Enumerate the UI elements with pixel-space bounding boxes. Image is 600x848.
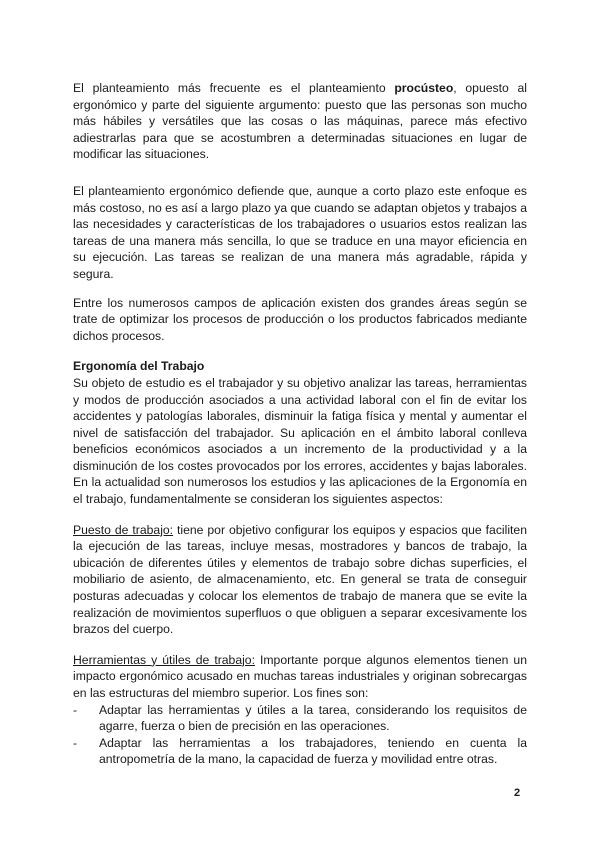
list-item-text: Adaptar las herramientas y útiles a la tarea, considerando los requisitos de agarre, fuerza o bien de precisión en las operaciones. bbox=[99, 702, 527, 734]
bullet-list bbox=[73, 702, 527, 768]
bullet-dash: - bbox=[73, 702, 78, 717]
section-herramientas bbox=[73, 652, 527, 768]
section-heading: Ergonomía del Trabajo bbox=[73, 359, 205, 374]
paragraph-herramientas bbox=[73, 652, 527, 702]
paragraph-puesto-trabajo bbox=[73, 522, 527, 638]
list-item bbox=[73, 735, 527, 768]
paragraph-text: tiene por objetivo configurar los equipos y espacios que faciliten la ejecución de las tareas, incluye mesas, mostradores y bancos de trabajo, la ubicación de diferentes útiles y elementos de trabajo sobre dichas superficies, el mobiliario de asiento, de almacenamiento, etc. En general se trata de conseguir posturas adecuadas y colocar los elementos de trabajo de manera que se evite la realización de movimientos superfluos o que obliguen a separar excesivamente los brazos del cuerpo. bbox=[73, 522, 527, 637]
paragraph-text: , opuesto al ergonómico y parte del siguiente argumento: puesto que las personas son mucho más hábiles y versátiles que las cosas o las máquinas, parece más efectivo adiestrarlas para que se acostumbren a determinadas situaciones en lugar de modificar las situaciones. bbox=[73, 81, 528, 162]
paragraph-text: Importante porque algunos elementos tienen un impacto ergonómico acusado en muchas tareas industriales y originan sobrecargas en las estructuras del miembro superior. Los fines son: bbox=[73, 652, 527, 700]
section-body: Su objeto de estudio es el trabajador y su objetivo analizar las tareas, herramientas y modos de producción asociados a una actividad laboral con el fin de evitar los accidentes y patologías laborales, disminuir la fatiga física y mental y aumentar el nivel de satisfacción del trabajador. Su aplicación en el ámbito laboral conlleva beneficios económicos asociados a un incremento de la productividad y a la disminución de los costes provocados por los errores, accidentes y bajas laborales. En la actualidad son numerosos los estudios y las aplicaciones de la Ergonomía en el trabajo, fundamentalmente se consideran los siguientes aspectos: bbox=[73, 375, 527, 507]
bullet-dash: - bbox=[73, 735, 78, 750]
paragraph-text: El planteamiento más frecuente es el planteamiento bbox=[73, 81, 395, 95]
list-item-text: Adaptar las herramientas a los trabajadores, teniendo en cuenta la antropometría de la mano, la capacidad de fuerza y movilidad entre otras. bbox=[99, 735, 527, 767]
paragraph-procusteo bbox=[73, 80, 527, 163]
list-item bbox=[73, 702, 527, 735]
paragraph-application-areas: Entre los numerosos campos de aplicación existen dos grandes áreas según se trate de optimizar los procesos de producción o los productos fabricados mediante dichos procesos. bbox=[73, 295, 527, 343]
subheading-label: Herramientas y útiles de trabajo: bbox=[73, 652, 255, 667]
subheading-label: Puesto de trabajo: bbox=[73, 522, 174, 537]
bold-term: procústeo bbox=[394, 81, 454, 95]
document-page bbox=[73, 80, 527, 768]
paragraph-ergonomic-approach: El planteamiento ergonómico defiende que, aunque a corto plazo este enfoque es más costoso, no es así a largo plazo ya que cuando se adaptan objetos y trabajos a las necesidades y características de los trabajadores o usuarios estos realizan las tareas de una manera más sencilla, lo que se traduce en una mayor eficiencia en su ejecución. Las tareas se realizan de una manera más agradable, rápida y segura. bbox=[73, 183, 527, 281]
section-ergonomia-trabajo bbox=[73, 358, 527, 507]
page-number: 2 bbox=[514, 787, 521, 799]
